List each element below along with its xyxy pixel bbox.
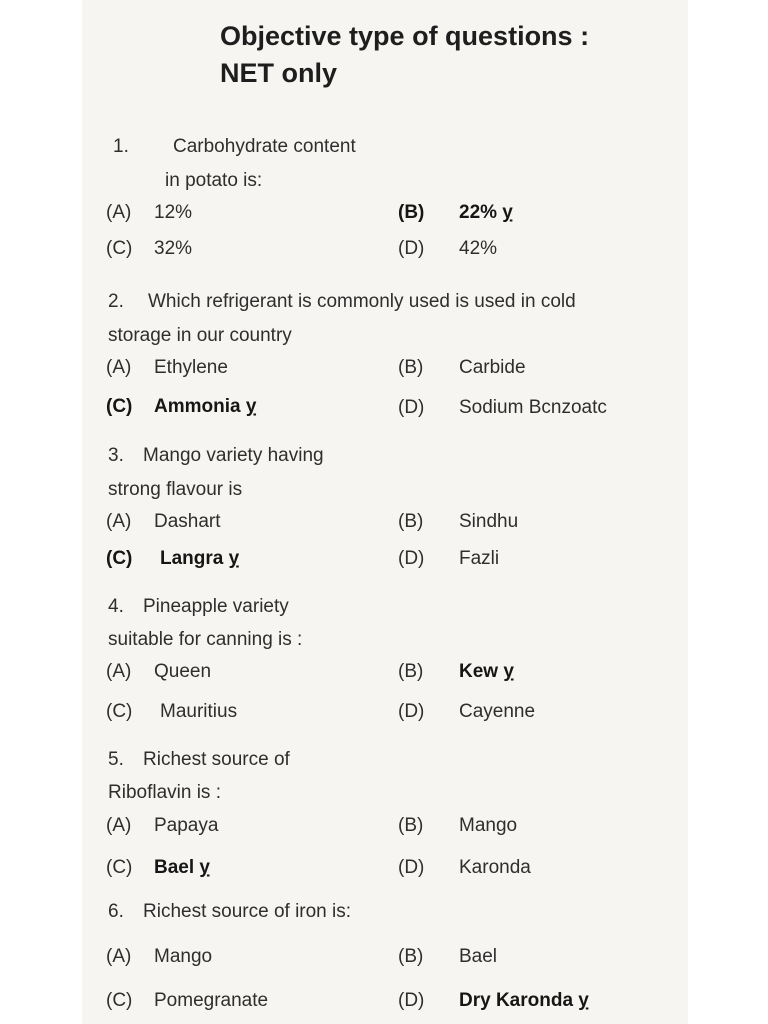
page-title [220,18,589,92]
option-text: Mauritius [160,701,238,722]
option-label: (C) [106,548,133,569]
question-1-text-cont: in potato is: [165,170,263,191]
question-2-number: 2. [108,291,124,312]
question-4-number: 4. [108,596,124,617]
option-label: (D) [398,701,425,722]
option-label: (C) [106,857,133,878]
option-label: (C) [106,396,133,417]
option-text: Mango [459,815,518,836]
option-label: (D) [398,548,425,569]
option-label: (A) [106,815,132,836]
option-text: 32% [154,238,193,259]
question-1-text: Carbohydrate content [173,136,356,157]
title-line-2: NET only [220,58,338,88]
question-2-text-cont: storage in our country [108,325,292,346]
option-label: (D) [398,857,425,878]
title-line-1: Objective type of questions : [220,21,590,51]
option-text: Sodium Bcnzoatc [459,397,607,418]
option-label: (A) [106,357,132,378]
option-label: (B) [398,357,424,378]
option-text: Ethylene [154,357,228,378]
question-6-number: 6. [108,901,124,922]
option-text: Queen [154,661,212,682]
option-text: Kew ỵ [459,661,514,682]
option-text: Karonda [459,857,531,878]
option-label: (C) [106,701,133,722]
option-label: (B) [398,202,425,223]
option-text: Langra ỵ [160,548,240,569]
option-text: Papaya [154,815,219,836]
option-text: Ammonia ỵ [154,396,257,417]
option-label: (D) [398,990,425,1011]
option-text: 42% [459,238,498,259]
option-text: Pomegranate [154,990,269,1011]
option-text: Bael [459,946,498,967]
option-label: (D) [398,397,425,418]
option-text: Sindhu [459,511,519,532]
option-text: Fazli [459,548,500,569]
option-label: (B) [398,661,424,682]
question-5-text-cont: Riboflavin is : [108,782,221,803]
option-label: (B) [398,511,424,532]
option-text: Carbide [459,357,526,378]
option-text: Bael ỵ [154,857,210,878]
option-label: (A) [106,661,132,682]
question-3-text-cont: strong flavour is [108,479,243,500]
question-3-number: 3. [108,445,124,466]
option-label: (C) [106,238,133,259]
option-label: (B) [398,815,424,836]
question-4-text-cont: suitable for canning is : [108,629,303,650]
question-1-number: 1. [113,136,129,157]
question-6-text: Richest source of iron is: [143,901,352,922]
option-text: Dry Karonda ỵ [459,990,589,1011]
option-label: (D) [398,238,425,259]
option-text: Dashart [154,511,221,532]
option-label: (B) [398,946,424,967]
question-2-text: Which refrigerant is commonly used is used in cold [148,291,576,312]
question-3-text: Mango variety having [143,445,324,466]
question-4-text: Pineapple variety [143,596,289,617]
question-5-text: Richest source of [143,749,290,770]
option-text: Mango [154,946,213,967]
option-label: (A) [106,202,132,223]
option-text: 22% ỵ [459,202,513,223]
option-label: (A) [106,511,132,532]
option-text: Cayenne [459,701,536,722]
question-5-number: 5. [108,749,124,770]
option-label: (A) [106,946,132,967]
option-text: 12% [154,202,193,223]
option-label: (C) [106,990,133,1011]
